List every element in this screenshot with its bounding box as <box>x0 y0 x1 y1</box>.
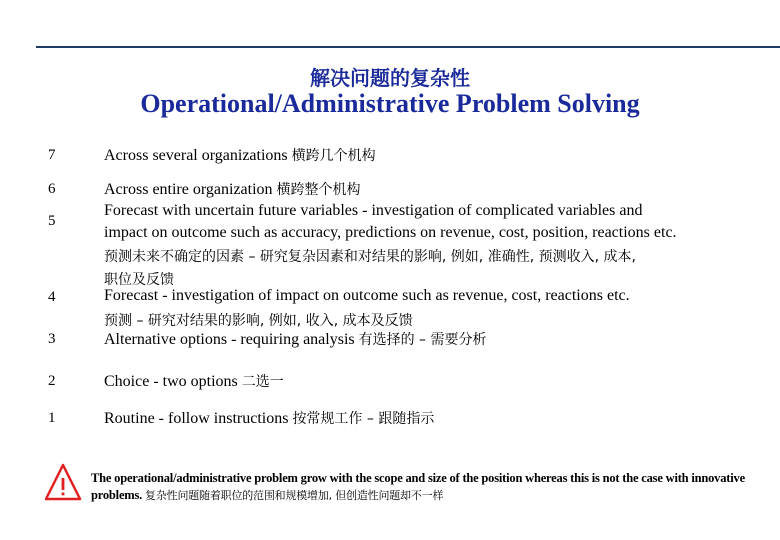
level-number-1: 1 <box>48 410 56 426</box>
level-7-text <box>104 145 376 165</box>
level-1-english: Routine - follow instructions <box>104 410 289 427</box>
warning-exclamation-bar <box>62 478 65 490</box>
page-title-chinese: 解决问题的复杂性 <box>310 66 470 90</box>
footnote-chinese: 复杂性问题随着职位的范围和规模增加, 但创造性问题却不一样 <box>145 489 444 502</box>
level-2-english: Choice - two options <box>104 373 238 390</box>
footnote-english: The operational/administrative problem grow with the scope and size of the position whereas this is not the case with innovative problems. <box>91 471 745 502</box>
level-1-chinese: 按常规工作 – 跟随指示 <box>292 411 435 427</box>
level-2-chinese: 二选一 <box>241 374 284 390</box>
level-number-5: 5 <box>48 213 56 229</box>
level-4-chinese: 预测 – 研究对结果的影响, 例如, 收入, 成本及反馈 <box>104 313 413 329</box>
level-7-chinese: 横跨几个机构 <box>291 148 376 164</box>
level-number-4: 4 <box>48 289 56 305</box>
page-title-english: Operational/Administrative Problem Solving <box>140 89 640 118</box>
level-2-text <box>104 371 284 391</box>
level-number-7: 7 <box>48 147 56 163</box>
level-5-english-line2: impact on outcome such as accuracy, predictions on revenue, cost, position, reactions etc. <box>104 224 677 241</box>
level-6-text <box>104 179 361 199</box>
level-4-english: Forecast - investigation of impact on outcome such as revenue, cost, reactions etc. <box>104 287 630 304</box>
level-7-english: Across several organizations <box>104 147 288 164</box>
level-6-chinese: 横跨整个机构 <box>276 182 361 198</box>
level-5-english-line1: Forecast with uncertain future variables - investigation of complicated variables and <box>104 202 643 219</box>
warning-triangle-icon <box>44 462 82 502</box>
warning-exclamation-dot <box>62 493 65 496</box>
level-number-6: 6 <box>48 181 56 197</box>
footnote <box>91 470 771 504</box>
top-divider <box>36 46 780 48</box>
level-3-text <box>104 329 487 349</box>
level-5-chinese-line2: 职位及反馈 <box>104 272 174 288</box>
level-3-chinese: 有选择的 – 需要分析 <box>358 332 487 348</box>
level-6-english: Across entire organization <box>104 181 273 198</box>
level-number-2: 2 <box>48 373 56 389</box>
level-number-3: 3 <box>48 331 56 347</box>
level-5-chinese-line1: 预测未来不确定的因素 – 研究复杂因素和对结果的影响, 例如, 准确性, 预测收入, 成本, <box>104 249 636 265</box>
level-3-english: Alternative options - requiring analysis <box>104 331 355 348</box>
level-1-text <box>104 408 434 428</box>
